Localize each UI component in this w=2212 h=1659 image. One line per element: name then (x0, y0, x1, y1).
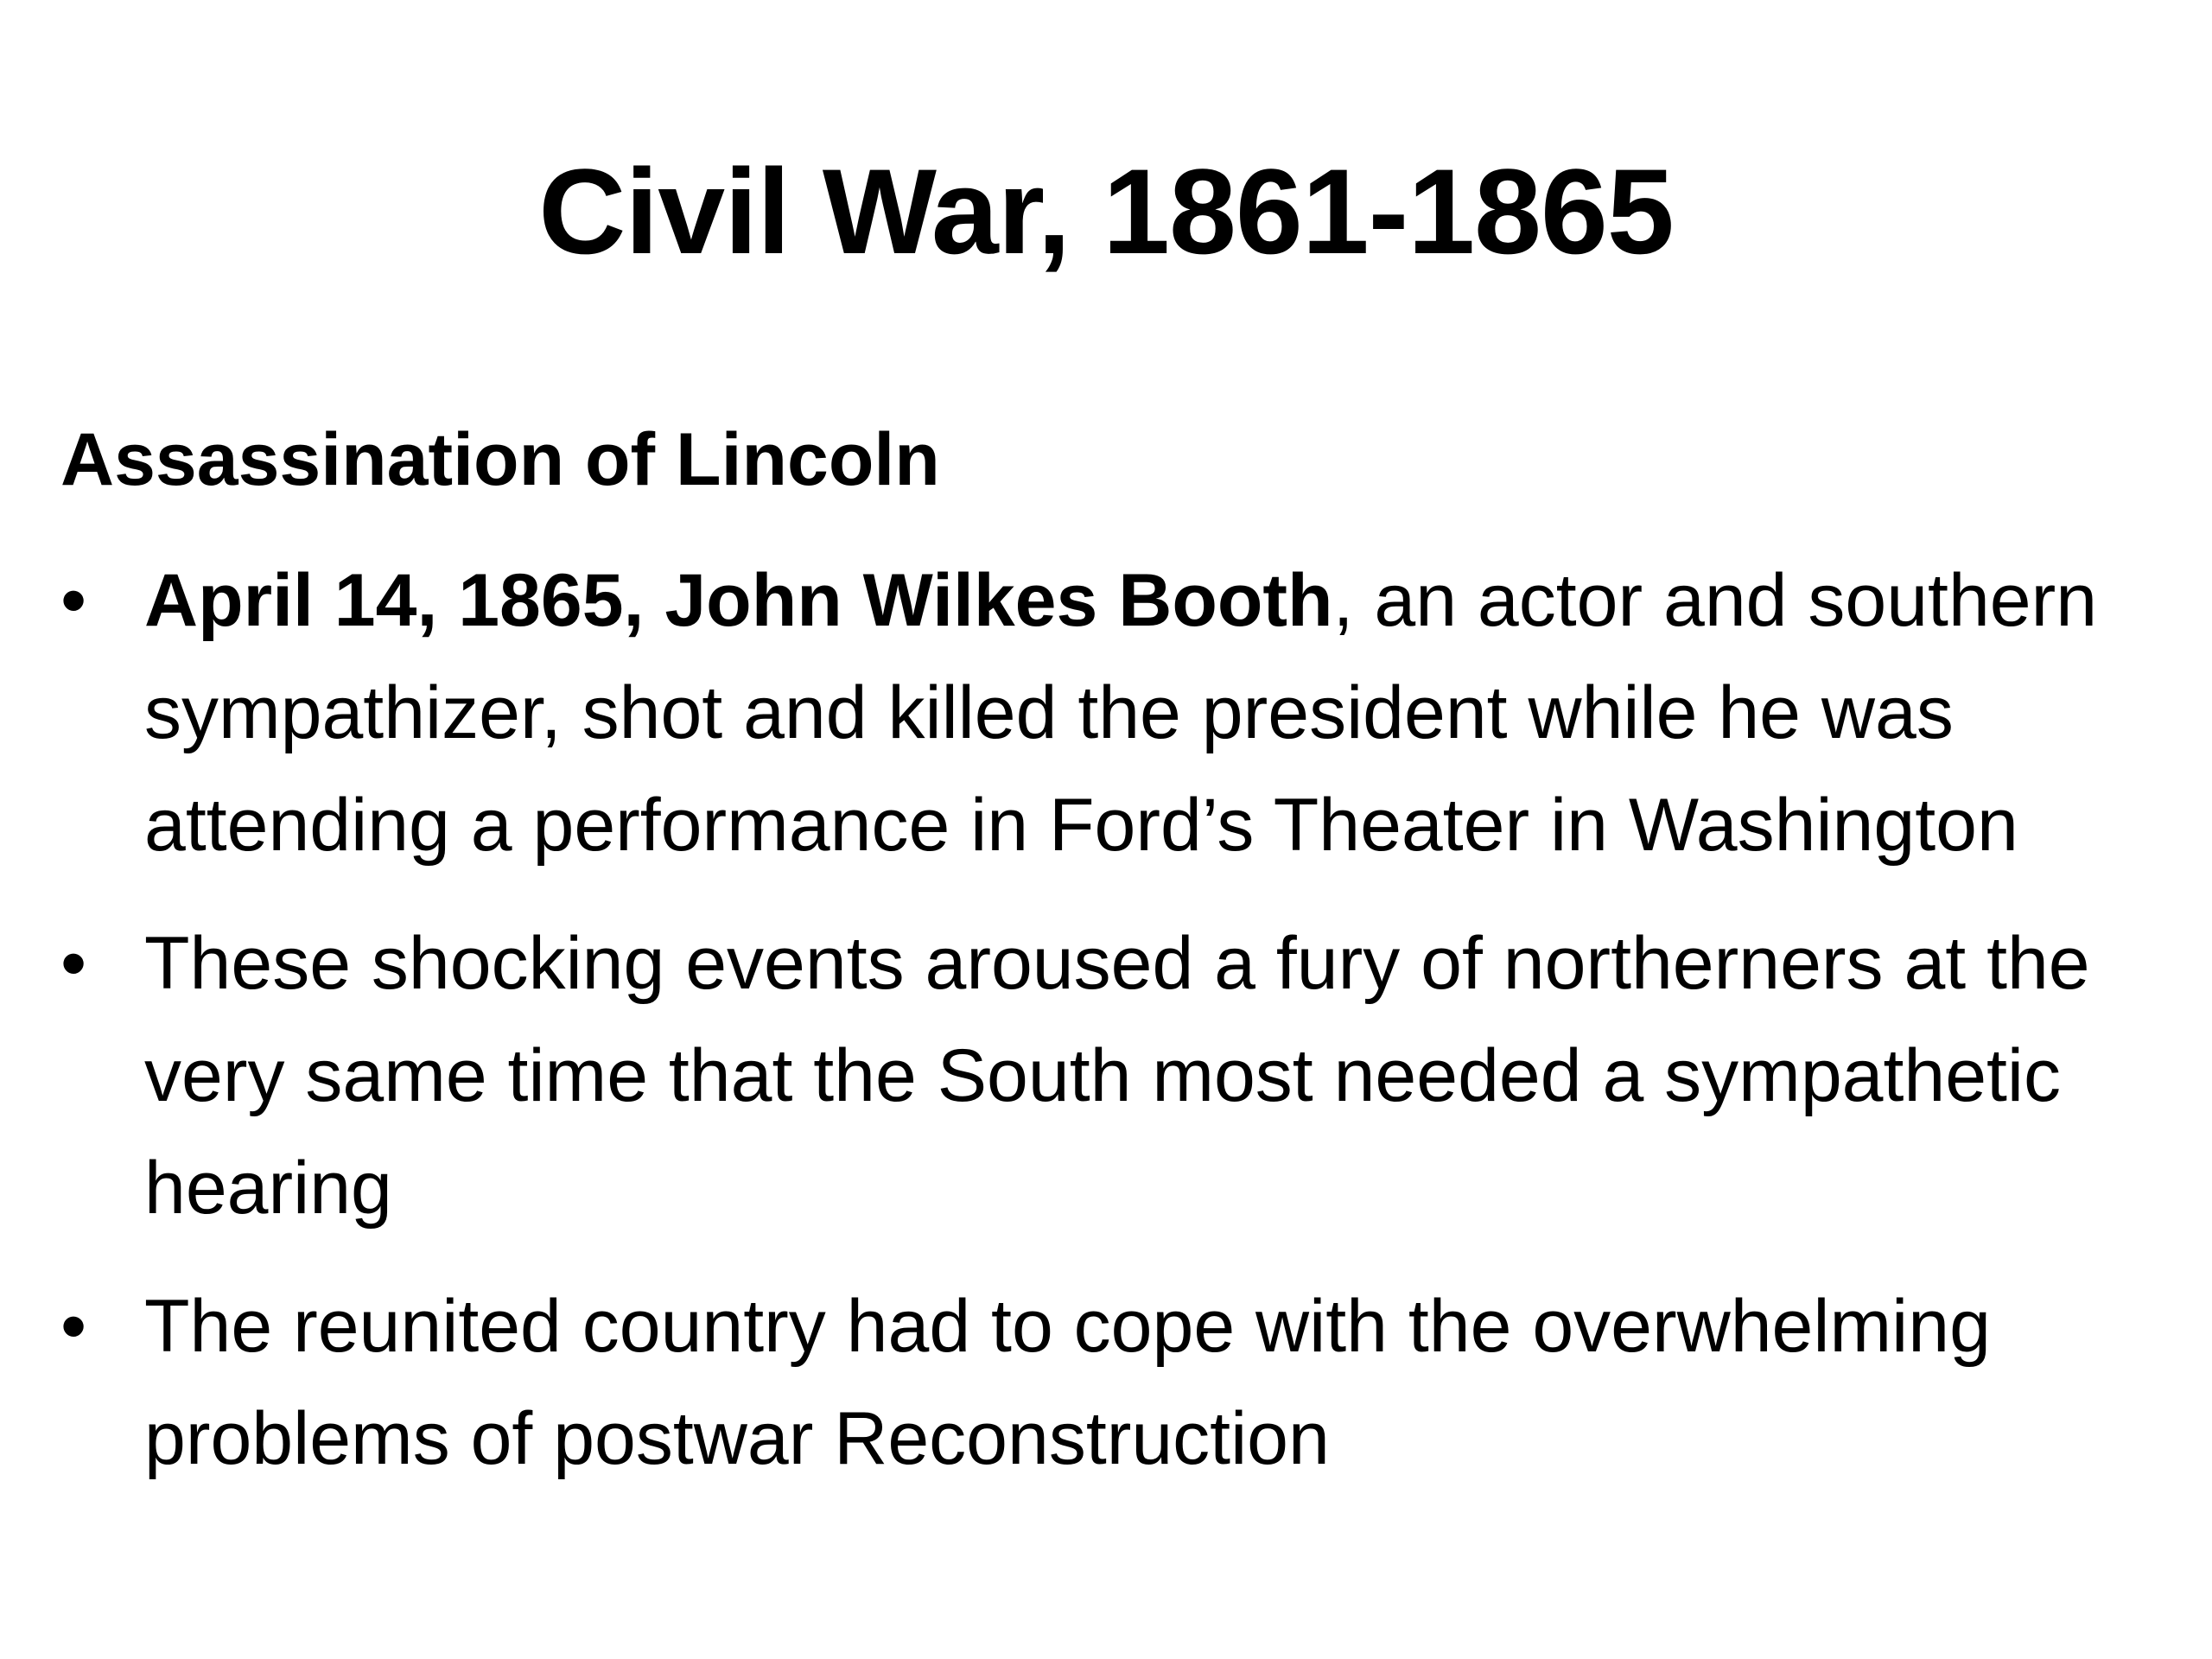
bullet-item (60, 544, 2160, 881)
bullet-icon: • (60, 559, 87, 642)
slide-title: Civil War, 1861-1865 (538, 143, 1674, 279)
bullet-text: These shocking events aroused a fury of northerners at the very same time that the South most needed a sympathetic hearing (144, 922, 2090, 1230)
bullet-text: , an actor and southern sympathizer, shot and killed the president while he was attending a performance in Ford’s Theater in Washington (144, 559, 2098, 867)
bullet-item (60, 907, 2160, 1244)
bullet-text: The reunited country had to cope with the overwhelming problems of postwar Reconstruction (144, 1285, 1991, 1480)
section-heading: Assassination of Lincoln (60, 418, 940, 501)
bullet-icon: • (60, 1285, 87, 1368)
bullet-bold-lead: April 14, 1865, John Wilkes Booth (144, 559, 1333, 642)
bullet-item (60, 1270, 2160, 1495)
bullet-icon: • (60, 922, 87, 1005)
bullet-list (60, 544, 2160, 1521)
